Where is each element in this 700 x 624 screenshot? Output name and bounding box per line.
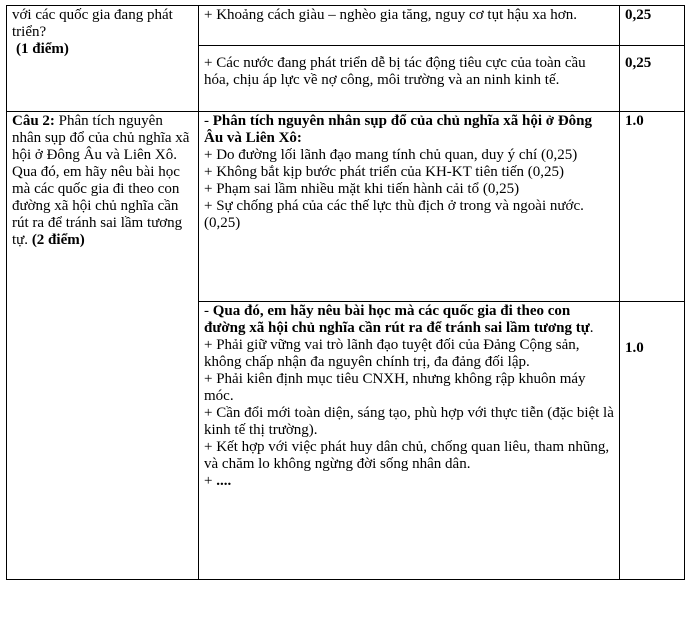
score-cell	[620, 302, 685, 580]
score-value: 0,25	[625, 55, 652, 71]
answer-heading: Phân tích nguyên nhân sụp đổ của chủ nghĩa xã hội ở Đông Âu và Liên Xô:	[204, 113, 593, 146]
score-value: 1.0	[625, 340, 644, 356]
question-2-points: (2 điểm)	[31, 232, 85, 248]
answer-item: + Kết hợp với việc phát huy dân chủ, chống quan liêu, tham nhũng, và chăm lo không ngừng đời sống nhân dân.	[204, 439, 610, 472]
question-2-label: Câu 2:	[12, 113, 55, 129]
answer-ellipsis-prefix: +	[204, 473, 217, 489]
answer-heading-suffix: .	[589, 320, 594, 336]
question-1-text: với các quốc gia đang phát triển?	[12, 7, 173, 40]
answer-text: + Khoảng cách giàu – nghèo gia tăng, nguy cơ tụt hậu xa hơn.	[204, 7, 577, 23]
answer-text: + Các nước đang phát triển dễ bị tác động tiêu cực của toàn cầu hóa, chịu áp lực về nợ công, môi trường và an ninh kinh tế.	[204, 55, 586, 88]
answer-item: + Phải kiên định mục tiêu CNXH, nhưng không rập khuôn máy móc.	[204, 371, 586, 404]
score-cell	[620, 46, 685, 112]
answer-ellipsis: ....	[216, 473, 232, 489]
score-cell	[620, 6, 685, 46]
score-cell	[620, 112, 685, 302]
question-1-cell	[7, 6, 199, 112]
answer-item: + Phạm sai lầm nhiều mặt khi tiến hành cải tổ (0,25)	[204, 181, 520, 197]
answer-item: + Phải giữ vững vai trò lãnh đạo tuyệt đối của Đảng Cộng sản, không chấp nhận đa nguyên chính trị, đa đảng đối lập.	[204, 337, 580, 370]
question-1-points: (1 điểm)	[16, 41, 69, 57]
score-value: 0,25	[625, 7, 652, 23]
answer-cell	[199, 302, 620, 580]
answer-key-table	[6, 5, 685, 580]
question-2-text: Phân tích nguyên nhân sụp đổ của chủ nghĩa xã hội ở Đông Âu và Liên Xô. Qua đó, em hãy nêu bài học mà các quốc gia đi theo con đường xã hội chủ nghĩa cần rút ra để tránh sai lầm tương tự.	[12, 113, 190, 248]
table-row	[7, 6, 685, 46]
answer-heading-prefix: -	[204, 113, 213, 129]
question-2-cell	[7, 112, 199, 580]
answer-cell	[199, 112, 620, 302]
answer-heading: Qua đó, em hãy nêu bài học mà các quốc gia đi theo con đường xã hội chủ nghĩa cần rút ra để tránh sai lầm tương tự	[204, 303, 590, 336]
answer-item: + Cần đổi mới toàn diện, sáng tạo, phù hợp với thực tiễn (đặc biệt là kinh tế thị trường).	[204, 405, 614, 438]
answer-item: + Không bắt kịp bước phát triển của KH-KT tiên tiến (0,25)	[204, 164, 564, 180]
answer-cell	[199, 46, 620, 112]
answer-item: + Do đường lối lãnh đạo mang tính chủ quan, duy ý chí (0,25)	[204, 147, 578, 163]
answer-heading-prefix: -	[204, 303, 213, 319]
score-value: 1.0	[625, 113, 644, 129]
answer-item: + Sự chống phá của các thế lực thù địch ở trong và ngoài nước. (0,25)	[204, 198, 584, 231]
table-row	[7, 112, 685, 302]
answer-cell	[199, 6, 620, 46]
